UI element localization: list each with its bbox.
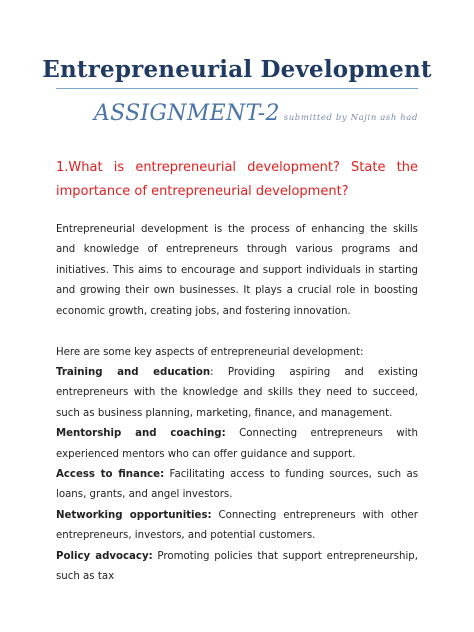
paragraph-intro: Here are some key aspects of entrepreneurial development: (56, 347, 364, 358)
aspect-item-policy (56, 547, 418, 588)
aspect-description: Connecting entrepreneurs with other entrepreneurs, investors, and potential customers. (56, 509, 418, 542)
aspect-description: Promoting policies that support entrepreneurship, such as tax (56, 550, 418, 583)
aspect-item-training (56, 363, 418, 424)
aspect-description: Facilitating access to funding sources, such as loans, grants, and angel investors. (56, 469, 418, 501)
aspect-term: Policy advocacy: (56, 550, 153, 562)
question-heading: 1.What is entrepreneurial development? State the importance of entrepreneurial development? (56, 160, 418, 199)
aspect-description: : Providing aspiring and existing entrepreneurs with the knowledge and skills they need to succeed, such as business planning, marketing, finance, and management. (56, 367, 418, 419)
document-title: Entrepreneurial Development (42, 56, 432, 83)
assignment-label: ASSIGNMENT-2 (93, 101, 280, 126)
aspect-term: Mentorship and coaching: (56, 428, 226, 440)
aspect-term: Access to finance: (56, 469, 165, 481)
paragraph-definition: Entrepreneurial development is the process of enhancing the skills and knowledge of entrepreneurs through various programs and initiatives. This aims to encourage and support individuals in starting and growing their own businesses. It plays a crucial role in boosting economic growth, creating jobs, and fostering innovation. (56, 224, 418, 317)
submitted-by-label: submitted by Najin ash had (283, 113, 418, 123)
aspect-description: Connecting entrepreneurs with experienced mentors who can offer guidance and support. (56, 428, 418, 460)
aspects-list (56, 363, 418, 587)
aspect-term: Training and education (56, 367, 211, 378)
aspect-item-mentorship (56, 424, 418, 465)
aspect-item-networking (56, 506, 418, 547)
title-underline (56, 88, 418, 89)
aspect-term: Networking opportunities: (56, 509, 212, 521)
aspect-item-finance (56, 465, 418, 506)
subtitle-row (0, 101, 418, 126)
